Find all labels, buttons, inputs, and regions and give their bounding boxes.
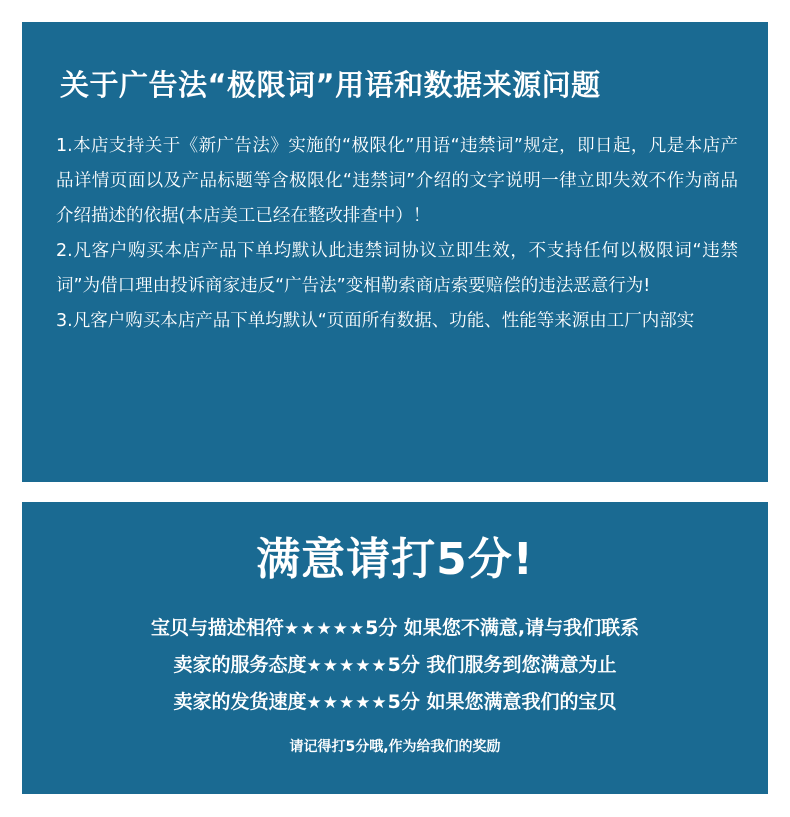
rating-row-2-tail: 我们服务到您满意为止 — [426, 654, 617, 677]
advertising-law-notice-panel — [22, 22, 768, 482]
rating-row-1-score: 5分 — [365, 617, 398, 640]
rating-row-3-stars: ★★★★★ — [306, 693, 388, 714]
notice-body — [56, 129, 738, 339]
rating-row-1-tail: 如果您不满意,请与我们联系 — [403, 617, 640, 640]
rating-footer-note: 请记得打5分哦,作为给我们的奖励 — [289, 738, 501, 755]
notice-paragraph-1: 1.本店支持关于《新广告法》实施的“极限化”用语“违禁词”规定，即日起，凡是本店产品详情页面以及产品标题等含极限化“违禁词”介绍的文字说明一律立即失效不作为商品介绍描述的依据(本店美工已经在整改排查中）！ — [56, 135, 738, 226]
rating-row-2-stars: ★★★★★ — [306, 656, 388, 677]
rating-request-panel — [22, 502, 768, 794]
rating-row-2-label: 卖家的服务态度 — [173, 654, 307, 677]
rating-row-3 — [22, 684, 768, 721]
rating-row-1-stars: ★★★★★ — [283, 619, 366, 640]
rating-row-1-label: 宝贝与描述相符 — [150, 617, 284, 640]
rating-row-2-score: 5分 — [387, 654, 420, 677]
rating-row-2 — [22, 647, 768, 684]
rating-row-3-tail: 如果您满意我们的宝贝 — [426, 691, 617, 714]
rating-row-3-score: 5分 — [387, 691, 420, 714]
rating-row-3-label: 卖家的发货速度 — [173, 691, 307, 714]
rating-title: 满意请打5分! — [256, 534, 534, 585]
notice-paragraph-2: 2.凡客户购买本店产品下单均默认此违禁词协议立即生效，不支持任何以极限词“违禁词”为借口理由投诉商家违反“广告法”变相勒索商店索要赔偿的违法恶意行为! — [56, 240, 738, 296]
notice-title: 关于广告法“极限词”用语和数据来源问题 — [60, 68, 601, 102]
notice-paragraph-3: 3.凡客户购买本店产品下单均默认“页面所有数据、功能、性能等来源由工厂内部实 — [56, 310, 695, 331]
rating-row-1 — [22, 610, 768, 647]
